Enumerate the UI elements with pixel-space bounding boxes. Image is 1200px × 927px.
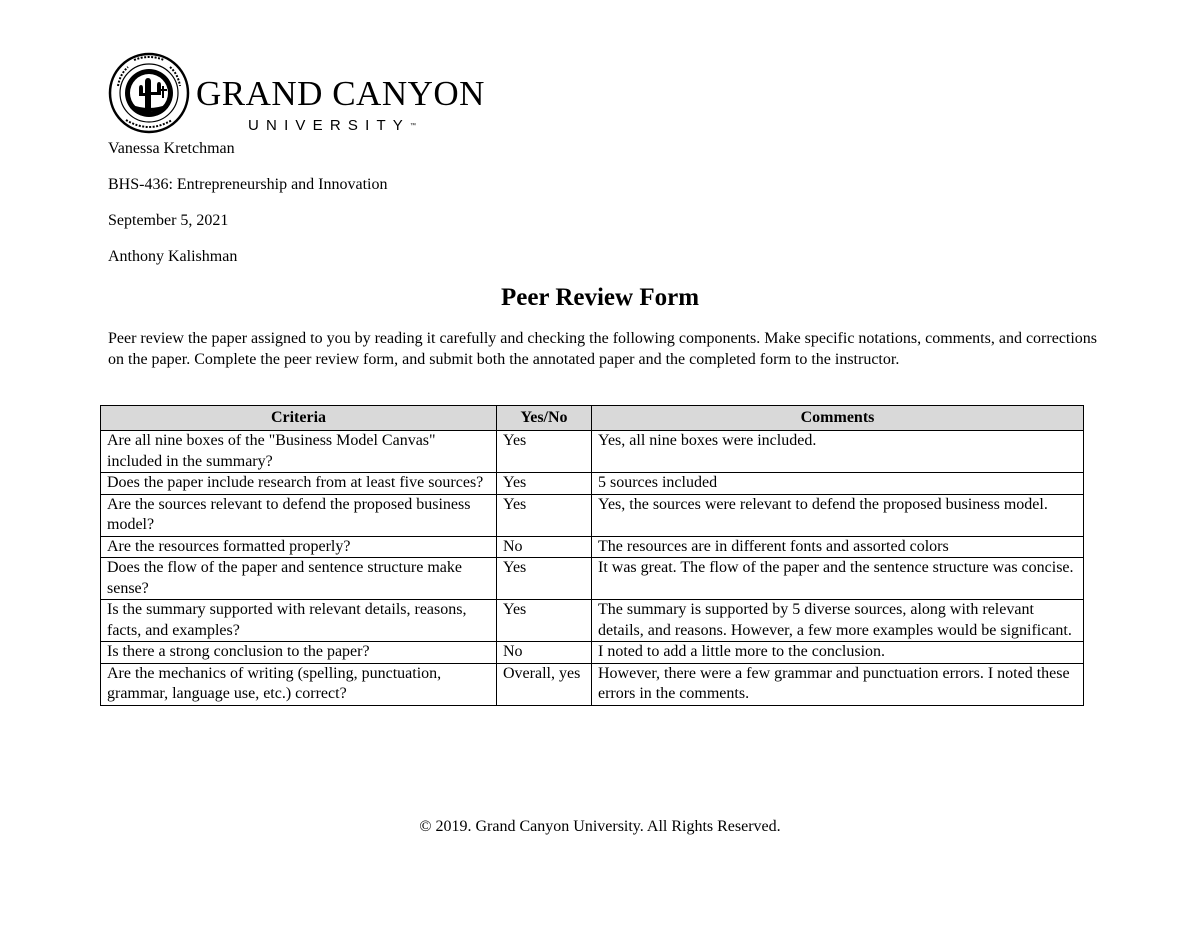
table-row bbox=[101, 663, 1084, 705]
answer-cell: Yes bbox=[497, 494, 592, 536]
answer-cell: No bbox=[497, 642, 592, 664]
comment-cell: Yes, the sources were relevant to defend the proposed business model. bbox=[592, 494, 1084, 536]
table-row bbox=[101, 494, 1084, 536]
criteria-cell: Are the sources relevant to defend the proposed business model? bbox=[101, 494, 497, 536]
header-yes-no: Yes/No bbox=[497, 406, 592, 431]
criteria-cell: Is the summary supported with relevant details, reasons, facts, and examples? bbox=[101, 600, 497, 642]
table-row bbox=[101, 558, 1084, 600]
comment-cell: However, there were a few grammar and punctuation errors. I noted these errors in the comments. bbox=[592, 663, 1084, 705]
criteria-cell: Is there a strong conclusion to the paper? bbox=[101, 642, 497, 664]
table-row bbox=[101, 642, 1084, 664]
criteria-cell: Are all nine boxes of the "Business Model Canvas" included in the summary? bbox=[101, 431, 497, 473]
reviewer-name: Anthony Kalishman bbox=[108, 248, 238, 265]
comment-cell: 5 sources included bbox=[592, 473, 1084, 495]
university-logo bbox=[108, 52, 485, 136]
answer-cell: Yes bbox=[497, 431, 592, 473]
table-row bbox=[101, 536, 1084, 558]
course-name: BHS-436: Entrepreneurship and Innovation bbox=[108, 176, 388, 193]
peer-review-table bbox=[100, 405, 1084, 706]
table-row bbox=[101, 431, 1084, 473]
header-criteria: Criteria bbox=[101, 406, 497, 431]
comment-cell: I noted to add a little more to the conclusion. bbox=[592, 642, 1084, 664]
answer-cell: Overall, yes bbox=[497, 663, 592, 705]
student-name: Vanessa Kretchman bbox=[108, 140, 235, 157]
comment-cell: The summary is supported by 5 diverse sources, along with relevant details, and reasons. However, a few more examples would be significant. bbox=[592, 600, 1084, 642]
criteria-cell: Does the flow of the paper and sentence structure make sense? bbox=[101, 558, 497, 600]
criteria-cell: Are the resources formatted properly? bbox=[101, 536, 497, 558]
criteria-cell: Are the mechanics of writing (spelling, punctuation, grammar, language use, etc.) correct? bbox=[101, 663, 497, 705]
university-seal-icon bbox=[108, 52, 190, 134]
logo-subtitle-text: UNIVERSITY bbox=[248, 117, 411, 134]
comment-cell: The resources are in different fonts and assorted colors bbox=[592, 536, 1084, 558]
table-row bbox=[101, 473, 1084, 495]
logo-wordmark: GRAND CANYON bbox=[196, 74, 485, 113]
date: September 5, 2021 bbox=[108, 212, 229, 229]
answer-cell: No bbox=[497, 536, 592, 558]
comment-cell: It was great. The flow of the paper and the sentence structure was concise. bbox=[592, 558, 1084, 600]
logo-subtitle bbox=[248, 118, 416, 134]
page-title: Peer Review Form bbox=[500, 284, 700, 311]
table-header-row bbox=[101, 406, 1084, 431]
criteria-cell: Does the paper include research from at least five sources? bbox=[101, 473, 497, 495]
table-row bbox=[101, 600, 1084, 642]
comment-cell: Yes, all nine boxes were included. bbox=[592, 431, 1084, 473]
header-comments: Comments bbox=[592, 406, 1084, 431]
copyright-footer: © 2019. Grand Canyon University. All Rights Reserved. bbox=[419, 818, 781, 835]
trademark-symbol: ™ bbox=[410, 123, 417, 129]
instructions-paragraph: Peer review the paper assigned to you by reading it carefully and checking the following components. Make specific notations, comments, and corrections on the paper. Complete the peer review form, and submit both the annotated paper and the completed form to the instructor. bbox=[108, 330, 1098, 368]
answer-cell: Yes bbox=[497, 600, 592, 642]
answer-cell: Yes bbox=[497, 558, 592, 600]
answer-cell: Yes bbox=[497, 473, 592, 495]
